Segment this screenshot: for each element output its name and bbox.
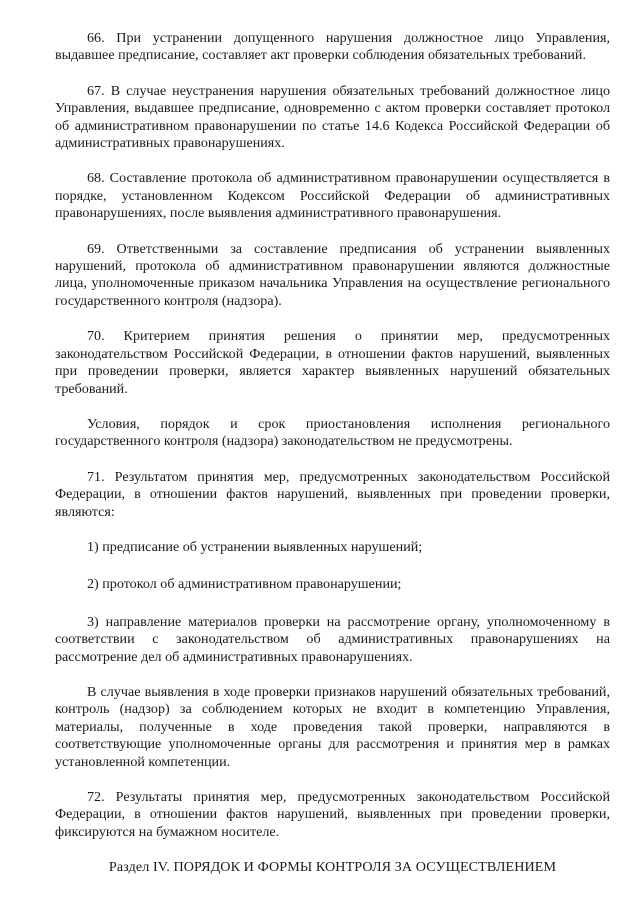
paragraph-68: 68. Составление протокола об административном правонарушении осуществляется в порядке, установленном Кодексом Российской Федерации об административных правонарушениях, после выявления административного правонарушения.	[55, 170, 610, 222]
document-page	[55, 30, 610, 877]
paragraph-suspension-conditions: Условия, порядок и срок приостановления исполнения регионального государственного контроля (надзора) законодательством не предусмотрены.	[55, 415, 610, 450]
paragraph-referral: В случае выявления в ходе проверки признаков нарушений обязательных требований, контроль (надзор) за соблюдением которых не входит в компетенцию Управления, материалы, полученные в ходе проведения такой проверки, направляются в соответствующие уполномоченные органы для рассмотрения и принятия мер в рамках установленной компетенции.	[55, 683, 610, 770]
paragraph-71: 71. Результатом принятия мер, предусмотренных законодательством Российской Федерации, в отношении фактов нарушений, выявленных при проведении проверки, являются:	[55, 468, 610, 520]
paragraph-66: 66. При устранении допущенного нарушения должностное лицо Управления, выдавшее предписание, составляет акт проверки соблюдения обязательных требований.	[55, 30, 610, 64]
list-item-2: 2) протокол об административном правонарушении;	[87, 576, 402, 593]
paragraph-72: 72. Результаты принятия мер, предусмотренных законодательством Российской Федерации, в отношении фактов нарушений, выявленных при проведении проверки, фиксируются на бумажном носителе.	[55, 789, 610, 840]
section-heading: Раздел IV. ПОРЯДОК И ФОРМЫ КОНТРОЛЯ ЗА ОСУЩЕСТВЛЕНИЕМ	[108, 859, 557, 876]
list-item-3: 3) направление материалов проверки на рассмотрение органу, уполномоченному в соответствии с законодательством об административных правонарушениях на рассмотрение дел об административных правонарушениях.	[55, 613, 610, 665]
paragraph-69: 69. Ответственными за составление предписания об устранении выявленных нарушений, протокола об административном правонарушении являются должностные лица, уполномоченные приказом начальника Управления на осуществление регионального государственного контроля (надзора).	[55, 240, 610, 309]
list-item-1: 1) предписание об устранении выявленных нарушений;	[87, 538, 423, 555]
paragraph-70: 70. Критерием принятия решения о принятии мер, предусмотренных законодательством Российской Федерации, в отношении фактов нарушений, выявленных при проведении проверки, является характер выявленных нарушений обязательных требований.	[55, 328, 610, 397]
paragraph-67: 67. В случае неустранения нарушения обязательных требований должностное лицо Управления, выдавшее предписание, одновременно с актом проверки составляет протокол об административном правонарушении по статье 14.6 Кодекса Российской Федерации об административных правонарушениях.	[55, 82, 610, 152]
